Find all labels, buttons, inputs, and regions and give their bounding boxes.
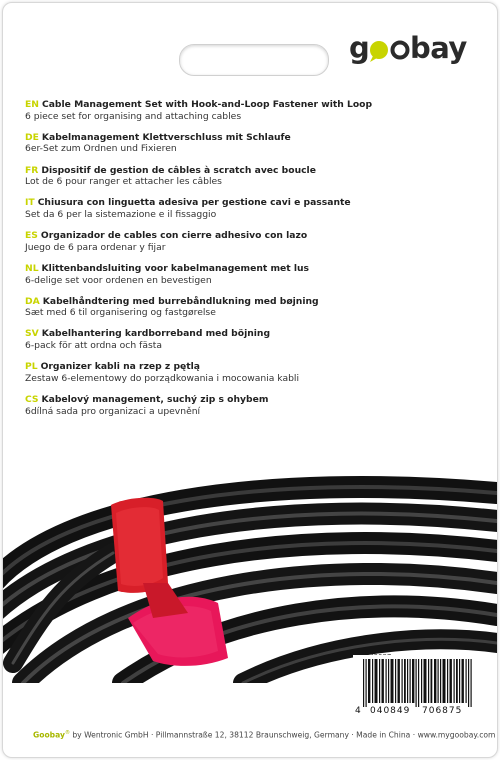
svg-text:bay: bay [410, 31, 467, 65]
hang-hole [179, 44, 329, 76]
barcode [353, 655, 483, 717]
language-block-sv [25, 328, 485, 351]
svg-text:g: g [349, 31, 370, 65]
product-subtitle: 6 piece set for organising and attaching cables [25, 110, 242, 122]
product-title: Kabelmanagement Klettverschluss mit Schlaufe [41, 131, 291, 143]
product-title: Klittenbandsluiting voor kabelmanagement met lus [41, 262, 309, 274]
product-title: Kabelhåndtering med burrebåndlukning med bøjning [42, 295, 319, 307]
language-code: PL [25, 361, 38, 373]
goobay-logo-graphic [349, 29, 483, 71]
barcode-left-digits: 040849 [370, 706, 411, 716]
product-subtitle: Set da 6 per la sistemazione e il fissaggio [25, 208, 217, 220]
language-code: DA [25, 295, 40, 307]
language-block-da [25, 296, 485, 319]
product-title: Kabelhantering kardborreband med böjning [41, 328, 271, 340]
barcode-right-digits: 706875 [422, 706, 463, 716]
product-subtitle: Lot de 6 pour ranger et attacher les câbles [25, 176, 222, 188]
product-subtitle: 6dílná sada pro organizaci a upevnění [25, 405, 201, 417]
product-title: Chiusura con linguetta adesiva per gestione cavi e passante [37, 197, 351, 209]
language-code: IT [25, 197, 35, 209]
language-block-en [25, 99, 485, 122]
language-list [25, 99, 485, 427]
product-title: Organizer kabli na rzep z pętlą [40, 361, 201, 373]
product-subtitle: Juego de 6 para ordenar y fijar [25, 241, 166, 253]
language-code: DE [25, 131, 39, 143]
goobay-logo [349, 29, 483, 71]
footer-imprint [33, 730, 495, 740]
registered-mark: ® [64, 730, 70, 736]
product-subtitle: 6-pack för att ordna och fästa [25, 340, 162, 352]
product-subtitle: 6er-Set zum Ordnen und Fixieren [25, 143, 177, 155]
language-block-it [25, 197, 485, 220]
footer-text: by Wentronic GmbH · Pillmannstraße 12, 38112 Braunschweig, Germany · Made in China · www.mygoobay.com [69, 730, 496, 740]
product-title: Organizador de cables con cierre adhesivo con lazo [40, 230, 308, 242]
language-block-es [25, 230, 485, 253]
barcode-lead-digit: 4 [355, 706, 361, 716]
product-photo [3, 443, 497, 683]
language-code: FR [25, 164, 39, 176]
language-code: ES [25, 230, 38, 242]
language-block-de [25, 132, 485, 155]
barcode-bars [353, 655, 483, 717]
language-code: SV [25, 328, 39, 340]
language-block-cs [25, 394, 485, 417]
language-block-pl [25, 361, 485, 384]
product-subtitle: Zestaw 6-elementowy do porządkowania i mocowania kabli [25, 372, 300, 384]
product-title: Kabelový management, suchý zip s ohybem [41, 394, 269, 406]
product-title: Dispositif de gestion de câbles à scratch avec boucle [41, 164, 316, 176]
language-code: CS [25, 394, 39, 406]
product-title: Cable Management Set with Hook-and-Loop Fastener with Loop [41, 99, 373, 110]
language-block-fr [25, 165, 485, 188]
packaging-card [2, 2, 498, 758]
language-code: EN [25, 99, 39, 110]
footer-brand: Goobay [33, 730, 65, 740]
product-subtitle: 6-delige set voor ordenen en bevestigen [25, 274, 212, 286]
product-subtitle: Sæt med 6 til organisering og fastgørelse [25, 307, 216, 319]
language-code: NL [25, 262, 39, 274]
language-block-nl [25, 263, 485, 286]
cable-coil [3, 487, 497, 683]
